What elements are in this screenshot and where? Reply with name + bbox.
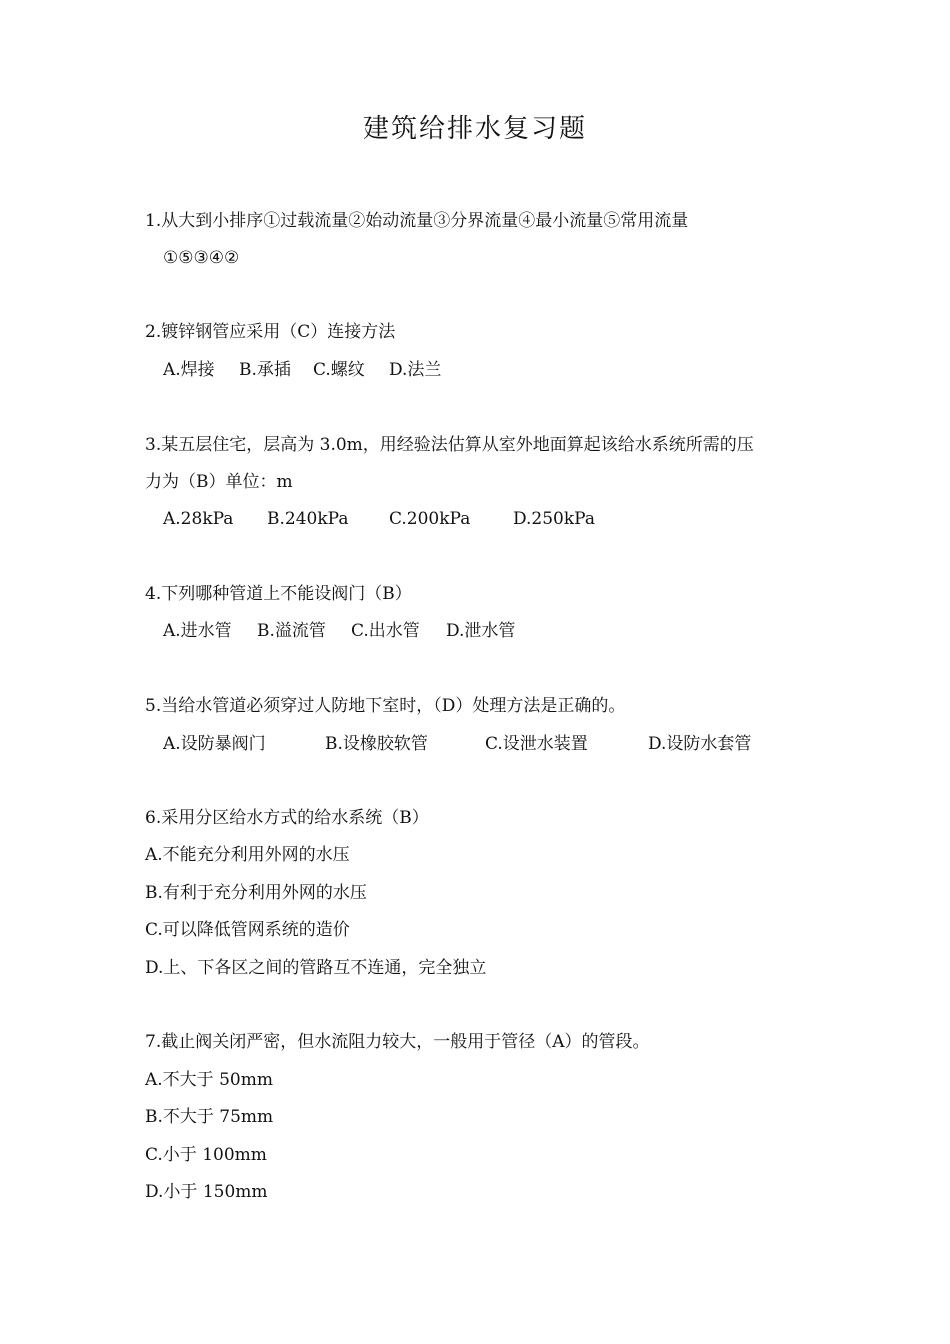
question-6-option-b: B.有利于充分利用外网的水压 (145, 883, 367, 903)
question-3-option-d: D.250kPa (513, 509, 595, 529)
question-4-option-b: B.溢流管 (257, 621, 326, 641)
question-5-option-a: A.设防暴阀门 (163, 734, 266, 754)
question-3-options (163, 507, 663, 531)
question-2-options (163, 358, 563, 382)
question-5-stem: 5.当给水管道必须穿过人防地下室时，（D）处理方法是正确的。 (145, 696, 626, 716)
question-6-option-d: D.上、下各区之间的管路互不连通，完全独立 (145, 958, 487, 978)
question-6-stem: 6.采用分区给水方式的给水系统（B） (145, 808, 429, 828)
question-2-option-c: C.螺纹 (313, 360, 365, 380)
question-4-option-a: A.进水管 (163, 621, 232, 641)
question-3-stem-line-2: 力为（B）单位：m (145, 472, 293, 492)
question-7-option-b: B.不大于 75mm (145, 1107, 274, 1127)
question-7-option-c: C.小于 100mm (145, 1145, 267, 1165)
question-4-options (163, 619, 663, 643)
question-7-stem: 7.截止阀关闭严密，但水流阻力较大，一般用于管径（A）的管段。 (145, 1032, 650, 1052)
question-5-option-c: C.设泄水装置 (485, 734, 588, 754)
question-2-stem: 2.镀锌钢管应采用（C）连接方法 (145, 322, 396, 342)
question-6-option-a: A.不能充分利用外网的水压 (145, 845, 350, 865)
question-5-options (163, 732, 813, 756)
question-7-option-a: A.不大于 50mm (145, 1070, 273, 1090)
question-5-option-d: D.设防水套管 (648, 734, 752, 754)
question-3-option-a: A.28kPa (163, 509, 234, 529)
question-4-option-d: D.泄水管 (446, 621, 516, 641)
question-3-option-b: B.240kPa (267, 509, 349, 529)
question-7-option-d: D.小于 150mm (145, 1182, 268, 1202)
question-6-option-c: C.可以降低管网系统的造价 (145, 920, 350, 940)
question-5-option-b: B.设橡胶软管 (325, 734, 428, 754)
question-4-option-c: C.出水管 (351, 621, 420, 641)
question-2-option-a: A.焊接 (163, 360, 215, 380)
question-2-option-d: D.法兰 (389, 360, 442, 380)
question-3-option-c: C.200kPa (389, 509, 471, 529)
question-1-answer: ①⑤③④② (163, 248, 240, 268)
question-1-stem: 1.从大到小排序①过载流量②始动流量③分界流量④最小流量⑤常用流量 (145, 211, 689, 231)
question-4-stem: 4.下列哪种管道上不能设阀门（B） (145, 584, 412, 604)
document-title: 建筑给排水复习题 (362, 114, 587, 144)
question-3-stem-line-1: 3.某五层住宅，层高为 3.0m，用经验法估算从室外地面算起该给水系统所需的压 (145, 435, 754, 455)
question-2-option-b: B.承插 (239, 360, 291, 380)
